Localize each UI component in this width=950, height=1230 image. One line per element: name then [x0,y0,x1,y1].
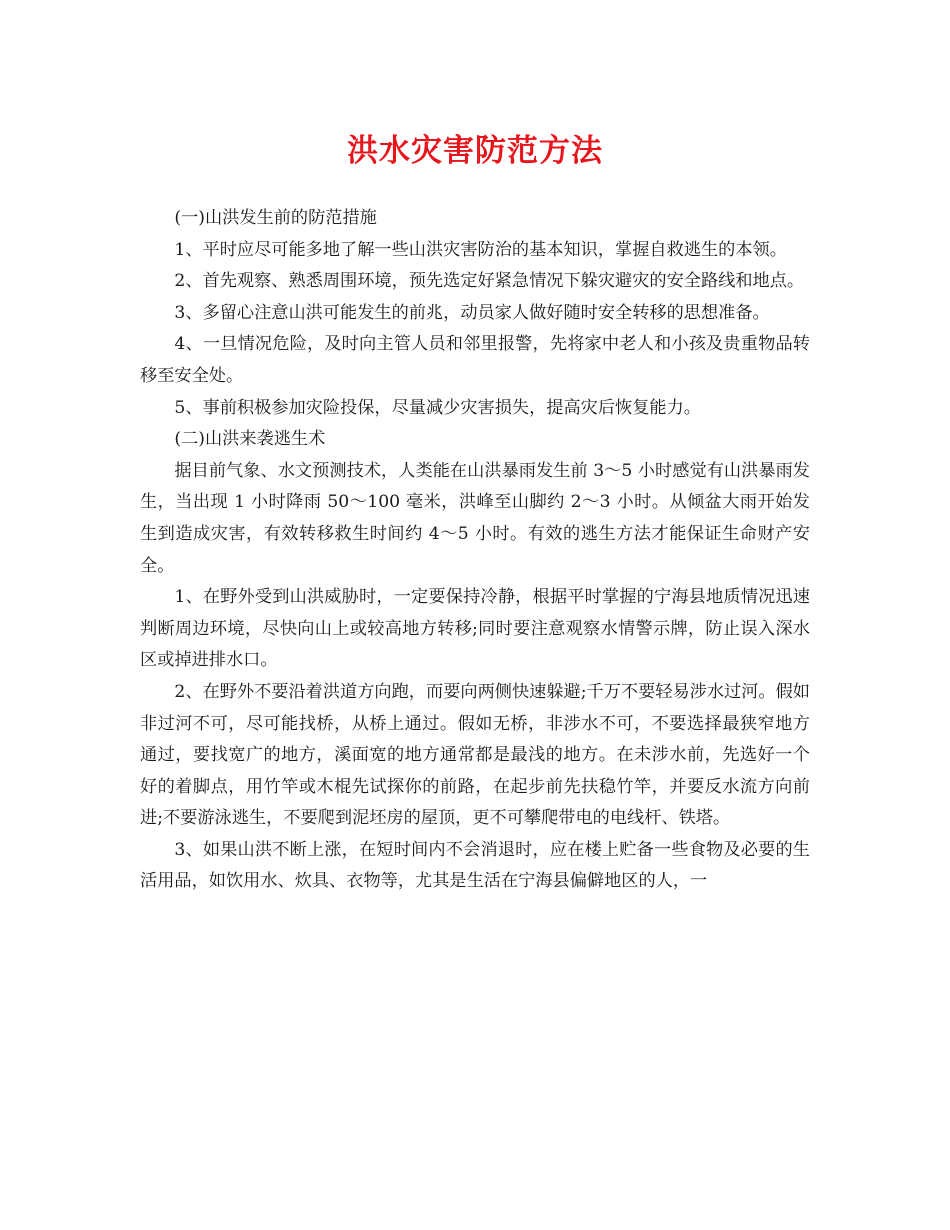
document-body [140,203,810,898]
paragraph-4: 4、一旦情况危险，及时向主管人员和邻里报警，先将家中老人和小孩及贵重物品转移至安全处。 [140,334,810,386]
paragraph-escape-2: 2、在野外不要沿着洪道方向跑，而要向两侧快速躲避;千万不要轻易涉水过河。假如非过河不可，尽可能找桥，从桥上通过。假如无桥，非涉水不可，不要选择最狭窄地方通过，要找宽广的地方，溪面宽的地方通常都是最浅的地方。在未涉水前，先选好一个好的着脚点，用竹竿或木棍先试探你的前路，在起步前先扶稳竹竿，并要反水流方向前进;不要游泳逃生，不要爬到泥坯房的屋顶，更不可攀爬带电的电线杆、铁塔。 [140,681,810,829]
paragraph-escape-3: 3、如果山洪不断上涨，在短时间内不会消退时，应在楼上贮备一些食物及必要的生活用品，如饮用水、炊具、衣物等，尤其是生活在宁海县偏僻地区的人，一 [140,839,810,892]
paragraph-3: 3、多留心注意山洪可能发生的前兆，动员家人做好随时安全转移的思想准备。 [174,302,770,323]
section-heading-escape: (二)山洪来袭逃生术 [174,429,326,450]
paragraph-forecast: 据目前气象、水文预测技术，人类能在山洪暴雨发生前 3～5 小时感觉有山洪暴雨发生，当出现 1 小时降雨 50～100 毫米，洪峰至山脚约 2～3 小时。从倾盆大雨开始发生到造成灾害，有效转移救生时间约 4～5 小时。有效的逃生方法才能保证生命财产安全。 [140,460,810,576]
paragraph-escape-1: 1、在野外受到山洪威胁时，一定要保持冷静，根据平时掌握的宁海县地质情况迅速判断周边环境，尽快向山上或较高地方转移;同时要注意观察水情警示牌，防止误入深水区或掉进排水口。 [140,587,810,671]
paragraph-2: 2、首先观察、熟悉周围环境，预先选定好紧急情况下躲灾避灾的安全路线和地点。 [174,271,805,292]
paragraph-5: 5、事前积极参加灾险投保，尽量减少灾害损失，提高灾后恢复能力。 [174,397,701,418]
document-title: 洪水灾害防范方法 [347,133,603,169]
paragraph-1: 1、平时应尽可能多地了解一些山洪灾害防治的基本知识，掌握自救逃生的本领。 [174,239,787,260]
section-heading-before-flood: (一)山洪发生前的防范措施 [174,208,377,228]
